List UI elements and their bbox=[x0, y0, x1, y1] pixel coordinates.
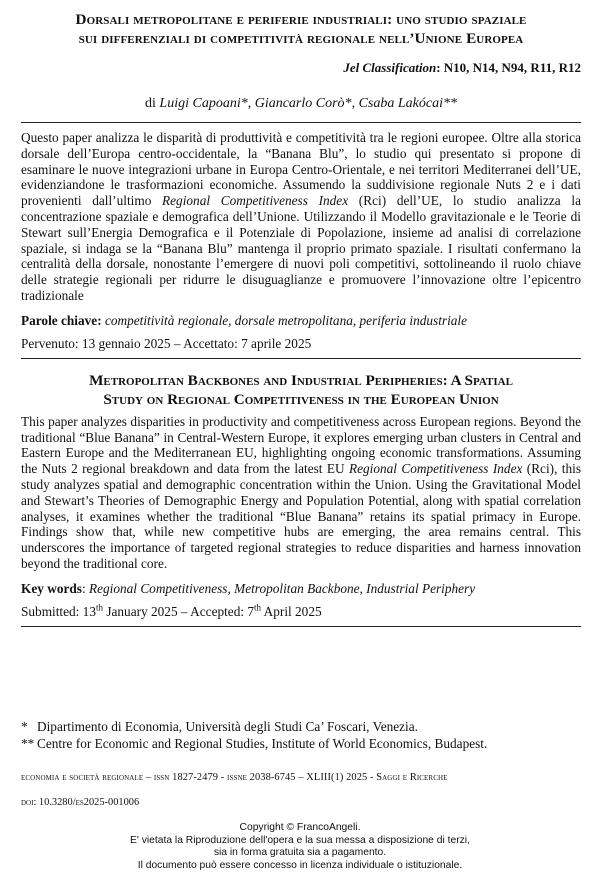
keywords-italian bbox=[21, 313, 581, 329]
divider bbox=[21, 626, 581, 627]
submitted-rest: January 2025 – Accepted: 7 bbox=[103, 603, 255, 619]
keywords-en-label: Key words bbox=[21, 580, 82, 596]
abstract-english bbox=[21, 414, 581, 572]
abstract-en-index-name: Regional Competitiveness Index bbox=[348, 461, 523, 477]
copyright-notice bbox=[0, 822, 600, 872]
english-title-line1: Metropolitan Backbones and Industrial Peripheries: A Spatial bbox=[89, 371, 513, 389]
accepted-rest: April 2025 bbox=[261, 603, 322, 619]
keywords-it-label: Parole chiave: bbox=[21, 312, 102, 328]
author-lakocai: Csaba Lakócai** bbox=[358, 96, 457, 111]
journal-info: economia e società regionale – issn 1827-2479 - issne 2038-6745 – XLIII(1) 2025 - Saggi e Ricerche bbox=[21, 772, 448, 783]
authors-prefix: di bbox=[145, 96, 160, 111]
keywords-it-values: competitività regionale, dorsale metropolitana, periferia industriale bbox=[104, 312, 468, 328]
italian-title-line2: sui differenziali di competitività regionale nell’Unione Europea bbox=[78, 30, 524, 47]
copyright-line3: sia in forma gratuita sia a pagamento. bbox=[213, 847, 387, 859]
italian-title-line1: Dorsali metropolitane e periferie industriali: uno studio spaziale bbox=[75, 11, 527, 28]
abstract-it-part2: (Rci) dell’UE, lo studio analizza la concentrazione spaziale e demografica dell’Unione. Utilizzando il Modello gravitazionale e le Teorie di Stewart sull’Energia Demografica e il Potenziale di Popolazione, insieme ad analisi di correlazione spaziale, si indaga se la “Banana Blu” mantenga il proprio primato spaziale. I risultati confermano la centralità della dorsale, nonostante l’emergere di nuovi poli competitivi, sottolineando il ruolo chiave delle strategie regionali per ridurre le disuguaglianze e promuovere l’innovazione oltre l’epicentro tradizionale bbox=[21, 193, 581, 303]
abstract-italian bbox=[21, 130, 581, 304]
jel-label: Jel Classification bbox=[343, 60, 437, 75]
author-capoani: Luigi Capoani* bbox=[159, 96, 248, 111]
divider bbox=[21, 122, 581, 123]
dates-english bbox=[21, 604, 581, 620]
divider bbox=[21, 358, 581, 359]
author-coro: Giancarlo Corò* bbox=[254, 96, 352, 111]
jel-classification bbox=[21, 60, 581, 76]
abstract-en-part2: (Rci), this study analyzes spatial and demographic concentration within the Union. Using the Gravitational Model and Stewart’s Theories of Demographic Energy and Population Potential, along with spatial correlation analyses, it examines whether the traditional “Blue Banana” retains its spatial primacy in Europe. Findings show that, while new competitive hubs are emerging, the area remains central. This underscores the importance of targeted regional strategies to reduce disparities and harness innovation beyond the traditional core. bbox=[21, 461, 581, 571]
jel-codes: : N10, N14, N94, R11, R12 bbox=[436, 60, 581, 75]
copyright-line1: Copyright © FrancoAngeli. bbox=[239, 822, 361, 833]
abstract-it-part1: Questo paper analizza le disparità di produttività e competitività tra le regioni europee. Oltre alla storica dorsale dell’Europa centro-occidentale, la “Banana Blu”, lo studio qui presentato si propone di esaminare le nuove integrazioni urbane in Europa Centro-Orientale, e nei territori Mediterranei dell’UE, evidenziandone le trasformazioni economiche. Assumendo la suddivisione regionale Nuts 2 e i dati provenienti dall’ultimo bbox=[21, 130, 581, 209]
abstract-en-part1: This paper analyzes disparities in productivity and competitiveness across European regions. Beyond the traditional “Blue Banana” in Central-Western Europe, it explores emerging urban clusters in Central and Eastern Europe and the Mediterranean EU, highlighting ongoing economic transformations. Assuming the Nuts 2 regional breakdown and data from the latest EU bbox=[21, 413, 581, 477]
submitted-sup: th bbox=[95, 602, 103, 613]
footnote-mark: ** bbox=[21, 736, 35, 751]
doi: doi: 10.3280/es2025-001006 bbox=[21, 797, 140, 808]
footnote-text: Dipartimento di Economia, Università degli Studi Ca’ Foscari, Venezia. bbox=[37, 719, 418, 734]
english-title bbox=[21, 371, 581, 409]
english-title-line2: Study on Regional Competitiveness in the European Union bbox=[103, 390, 499, 408]
footnotes bbox=[21, 718, 581, 752]
article-first-page bbox=[21, 10, 581, 627]
abstract-it-index-name: Regional Competitiveness Index bbox=[162, 193, 349, 209]
footnote-text: Centre for Economic and Regional Studies, Institute of World Economics, Budapest. bbox=[37, 736, 488, 751]
copyright-line2: E' vietata la Riproduzione dell'opera e la sua messa a disposizione di terzi, bbox=[130, 834, 470, 846]
footnote-mark: * bbox=[21, 719, 28, 734]
authors: di Luigi Capoani*, Giancarlo Corò*, Csaba Lakócai** bbox=[145, 96, 457, 111]
accepted-sup: th bbox=[254, 602, 262, 613]
footnote-2 bbox=[21, 735, 581, 752]
keywords-english: Key words: Regional Competitiveness, Metropolitan Backbone, Industrial Periphery bbox=[21, 580, 476, 596]
keywords-en-values: Regional Competitiveness, Metropolitan Backbone, Industrial Periphery bbox=[88, 580, 476, 596]
submitted-date: Submitted: 13 bbox=[21, 603, 96, 619]
dates-italian: Pervenuto: 13 gennaio 2025 – Accettato: 7 aprile 2025 bbox=[21, 335, 312, 351]
footnote-1 bbox=[21, 718, 581, 735]
italian-title bbox=[21, 10, 581, 48]
copyright-line4: Il documento può essere concesso in licenza individuale o istituzionale. bbox=[137, 859, 463, 871]
